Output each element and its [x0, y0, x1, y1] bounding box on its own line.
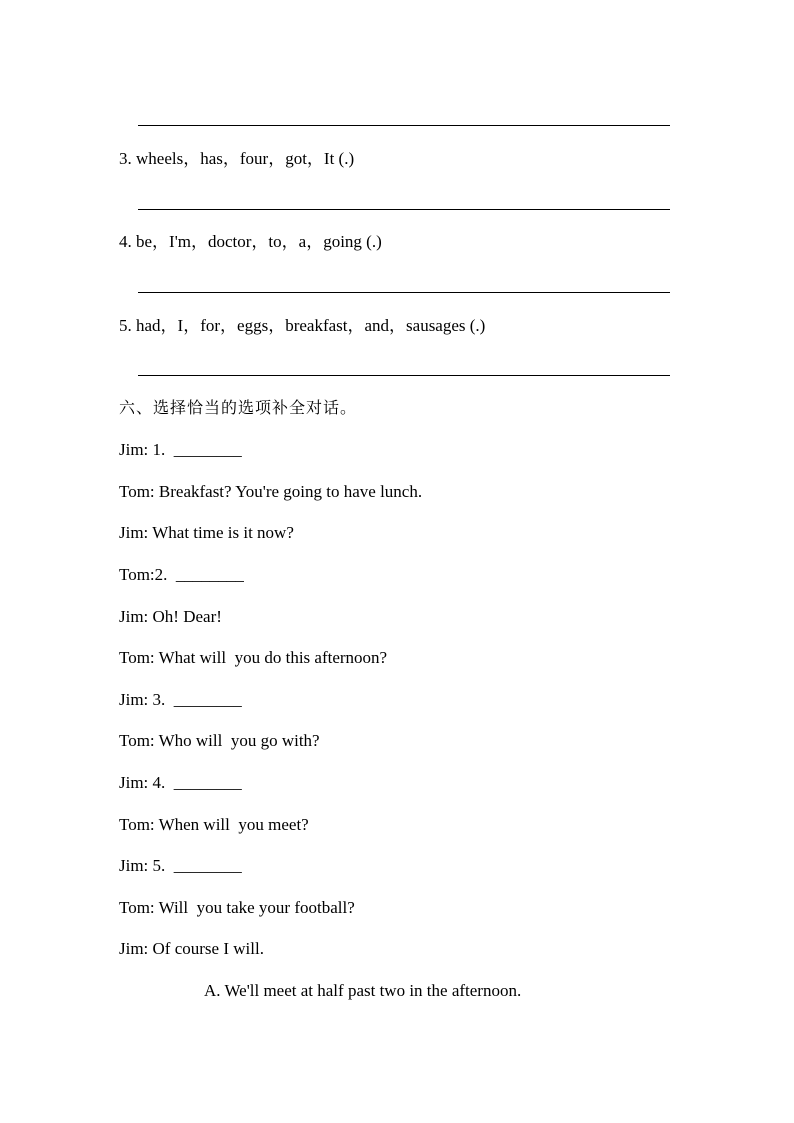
dialogue-line-13: Jim: Of course I will. [119, 939, 264, 958]
section-6-heading: 六、选择恰当的选项补全对话。 [119, 398, 358, 417]
dialogue-line-2: Tom: Breakfast? You're going to have lunch. [119, 482, 423, 501]
answer-line-5[interactable] [138, 375, 670, 376]
dialogue-line-1: Jim: 1. ________ [119, 440, 242, 459]
reorder-item-4: 4. be，I'm，doctor，to，a，going (.) [119, 232, 382, 251]
answer-line-2[interactable] [138, 125, 670, 126]
dialogue-line-10: Tom: When will you meet? [119, 815, 309, 834]
dialogue-line-11: Jim: 5. ________ [119, 856, 242, 875]
dialogue-line-4: Tom:2. ________ [119, 565, 244, 584]
answer-line-3[interactable] [138, 209, 670, 210]
reorder-item-5: 5. had，I，for，eggs，breakfast，and，sausages (.) [119, 316, 486, 335]
dialogue-line-5: Jim: Oh! Dear! [119, 607, 222, 626]
dialogue-line-8: Tom: Who will you go with? [119, 731, 320, 750]
answer-line-4[interactable] [138, 292, 670, 293]
option-a: A. We'll meet at half past two in the afternoon. [204, 981, 522, 1000]
reorder-item-3: 3. wheels，has，four，got，It (.) [119, 149, 355, 168]
dialogue-line-3: Jim: What time is it now? [119, 523, 294, 542]
dialogue-line-12: Tom: Will you take your football? [119, 898, 355, 917]
dialogue-line-9: Jim: 4. ________ [119, 773, 242, 792]
dialogue-line-7: Jim: 3. ________ [119, 690, 242, 709]
dialogue-line-6: Tom: What will you do this afternoon? [119, 648, 388, 667]
